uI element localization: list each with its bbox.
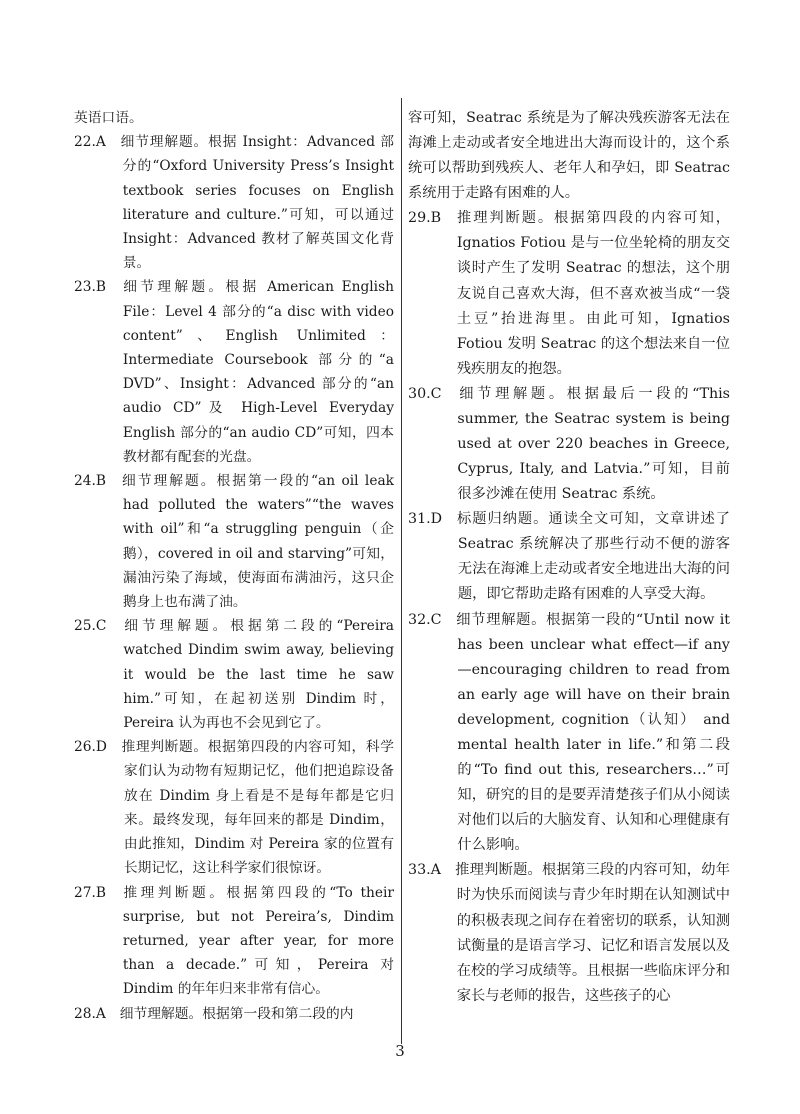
answer-explanation: 推理判断题。根据第四段的内容可知，科学家们认为动物有短期记忆，他们把追踪设备放在 Dindim 身上看是不是每年都是它归来。最终发现，每年回来的都是 Dindim，由此推知，Dindim 对 Pereira 家的位置有长期记忆，这让科学家们很惊讶。 (120, 739, 394, 877)
answer-number: 27.B (74, 884, 106, 901)
answer-explanation: 推理判断题。根据第四段的内容可知，Ignatios Fotiou 是与一位坐轮椅的朋友交谈时产生了发明 Seatrac 的想法，这个朋友说自己喜欢大海，但不喜欢被当成“一袋土豆”抬进海里。由此可知，Ignatios Fotiou 发明 Seatrac 的这个想法来自一位残疾朋友的抱怨。 (455, 210, 730, 377)
answer-item (74, 614, 394, 735)
answer-explanation: 细节理解题。根据最后一段的“This summer, the Seatrac system is being used at over 220 beaches in Greece, Cyprus, Italy, and Latvia.”可知，目前很多沙滩在使用 Seatrac 系统。 (455, 385, 730, 503)
answer-explanation: 细节理解题。根据第一段和第二段的内 (119, 1005, 354, 1022)
column-divider (401, 98, 402, 1044)
answer-item (74, 735, 394, 880)
answer-number: 28.A (74, 1005, 106, 1022)
answer-item (408, 507, 730, 607)
answer-item (74, 1002, 394, 1026)
answer-number: 33.A (408, 862, 441, 879)
answer-explanation: 细节理解题。根据第二段的“Pereira watched Dindim swim away, believing it would be the last time he saw him.”可知，在起初送别 Dindim 时，Pereira 认为再也不会见到它了。 (120, 618, 394, 732)
answer-number: 29.B (408, 210, 442, 227)
answer-item (74, 881, 394, 1002)
answer-explanation: 推理判断题。根据第三段的内容可知，幼年时为快乐而阅读与青少年时期在认知测试中的积极表现之间存在着密切的联系，认知测试衡量的是语言学习、记忆和语言发展以及在校的学习成绩等。且根据一些临床评分和家长与老师的报告，这些孩子的心 (454, 862, 730, 1004)
answer-item (74, 275, 394, 469)
answer-number: 32.C (408, 611, 442, 628)
page-number: 3 (395, 1042, 405, 1060)
answer-number: 25.C (74, 618, 107, 635)
answer-item (408, 858, 730, 1008)
answer-number: 30.C (408, 385, 442, 402)
answer-item (408, 206, 730, 382)
answer-explanation: 推理判断题。根据第四段的“To their surprise, but not Pereira’s, Dindim returned, year after year, for more than a decade.”可知，Pereira 对 Dindim 的年年归来非常有信心。 (119, 884, 394, 998)
answer-number: 24.B (74, 473, 106, 490)
answer-item (408, 608, 730, 859)
left-column (74, 106, 394, 1026)
answer-item (74, 469, 394, 614)
continuation-text: 英语口语。 (74, 110, 143, 126)
right-column (408, 106, 730, 1009)
answer-explanation: 细节理解题。根据第一段的“an oil leak had polluted the waters”“the waves with oil”和“a struggling penguin（企鹅），covered in oil and starving”可知，漏油污染了海域，使海面布满油污，这只企鹅身上也布满了油。 (119, 473, 394, 611)
answer-number: 23.B (74, 279, 106, 296)
answer-number: 22.A (74, 134, 106, 151)
continuation-text: 容可知，Seatrac 系统是为了解决残疾游客无法在海滩上走动或者安全地进出大海而设计的，这个系统可以帮助到残疾人、老年人和孕妇，即 Seatrac 系统用于走路有困难的人。 (408, 110, 730, 202)
answer-item (74, 130, 394, 275)
answer-explanation: 细节理解题。根据 American English File：Level 4 部分的“a disc with video content”、English Unlimited：Intermediate Coursebook 部分的“a DVD”、Insight：Advanced 部分的“an audio CD”及 High-Level Everyday English 部分的“an audio CD”可知，四本教材都有配套的光盘。 (119, 279, 394, 465)
answer-explanation: 细节理解题。根据 Insight：Advanced 部分的“Oxford University Press’s Insight textbook series focuses on English literature and culture.”可知，可以通过 Insight：Advanced 教材了解英国文化背景。 (119, 134, 394, 272)
answer-explanation: 标题归纳题。通读全文可知，文章讲述了 Seatrac 系统解决了那些行动不便的游客无法在海滩上走动或者安全地进出大海的问题，即它帮助走路有困难的人享受大海。 (456, 511, 730, 603)
answer-list (408, 206, 730, 1009)
answer-number: 31.D (408, 511, 443, 528)
answer-explanation: 细节理解题。根据第一段的“Until now it has been unclear what effect—if any—encouraging children to read from an early age will have on their brain development, cognition（认知） and mental health later in life.”和第二段的“To find out this, researchers…”可知，研究的目的是要弄清楚孩子们从小阅读对他们以后的大脑发育、认知和心理健康有什么影响。 (455, 611, 730, 854)
answer-number: 26.D (74, 739, 107, 756)
answer-item (408, 382, 730, 507)
answer-list (74, 130, 394, 1026)
